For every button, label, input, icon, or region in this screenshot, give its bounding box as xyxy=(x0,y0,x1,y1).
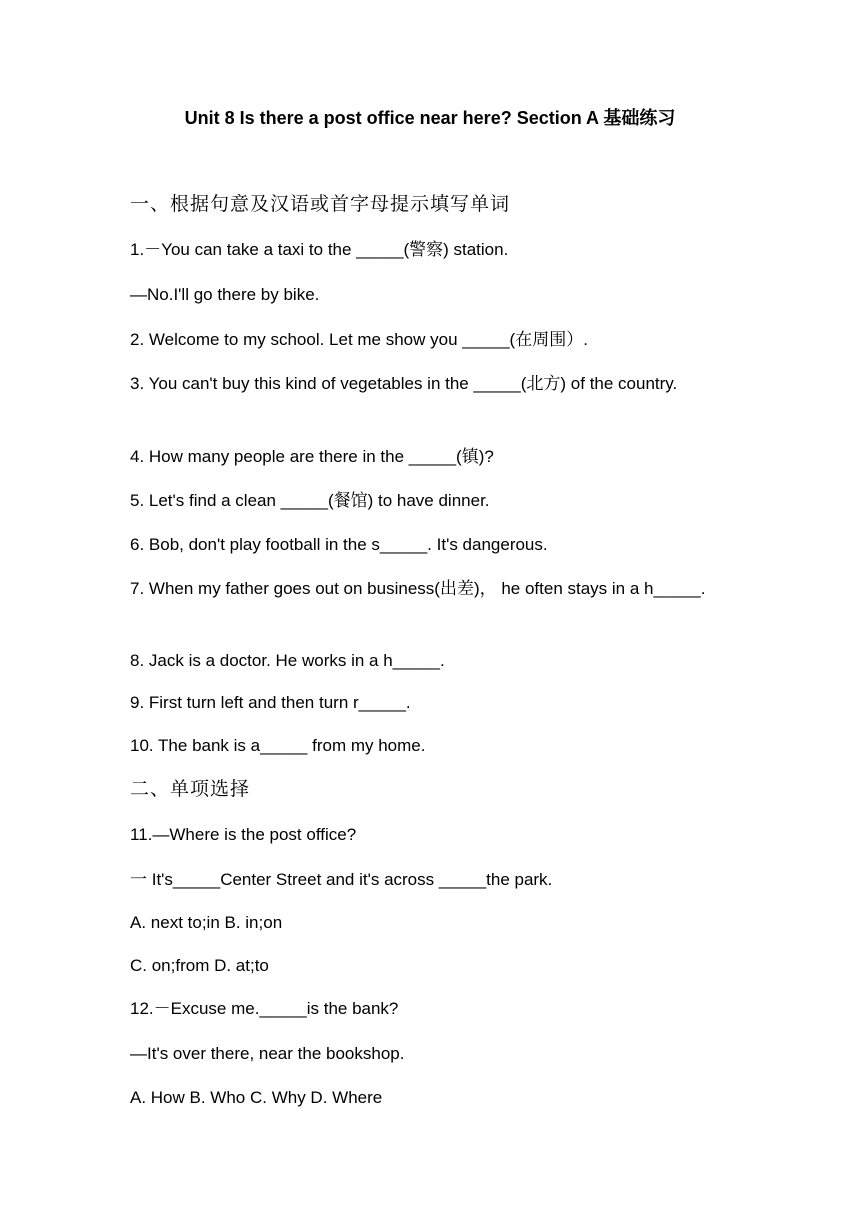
question-12-line-2: —It's over there, near the bookshop. xyxy=(130,1044,405,1063)
question-3: 3. You can't buy this kind of vegetables in the _____(北方) of the country. xyxy=(130,374,678,393)
question-1-line-1: 1.－You can take a taxi to the _____(警察) station. xyxy=(130,240,509,259)
section-1-heading: 一、根据句意及汉语或首字母提示填写单词 xyxy=(130,193,511,215)
page-title: Unit 8 Is there a post office near here? Section A 基础练习 xyxy=(184,108,676,128)
section-2-heading: 二、单项选择 xyxy=(130,778,251,800)
question-11-line-1: 11.—Where is the post office? xyxy=(130,825,357,844)
question-1-line-2: —No.I'll go there by bike. xyxy=(130,285,320,304)
question-12-options: A. How B. Who C. Why D. Where xyxy=(130,1088,383,1107)
question-5: 5. Let's find a clean _____(餐馆) to have dinner. xyxy=(130,491,490,510)
question-9: 9. First turn left and then turn r_____. xyxy=(130,693,411,712)
question-8: 8. Jack is a doctor. He works in a h_____. xyxy=(130,651,445,670)
question-11-options-cd: C. on;from D. at;to xyxy=(130,956,269,975)
question-12-line-1: 12.－Excuse me._____is the bank? xyxy=(130,999,399,1018)
question-4: 4. How many people are there in the _____(镇)? xyxy=(130,447,494,466)
question-6: 6. Bob, don't play football in the s_____. It's dangerous. xyxy=(130,535,548,554)
question-7: 7. When my father goes out on business(出差)， he often stays in a h_____. xyxy=(130,579,706,598)
question-11-options-ab: A. next to;in B. in;on xyxy=(130,913,283,932)
question-10: 10. The bank is a_____ from my home. xyxy=(130,736,426,755)
question-11-line-2: 一 It's_____Center Street and it's across _____the park. xyxy=(130,870,553,889)
question-2: 2. Welcome to my school. Let me show you _____(在周围）. xyxy=(130,330,588,349)
